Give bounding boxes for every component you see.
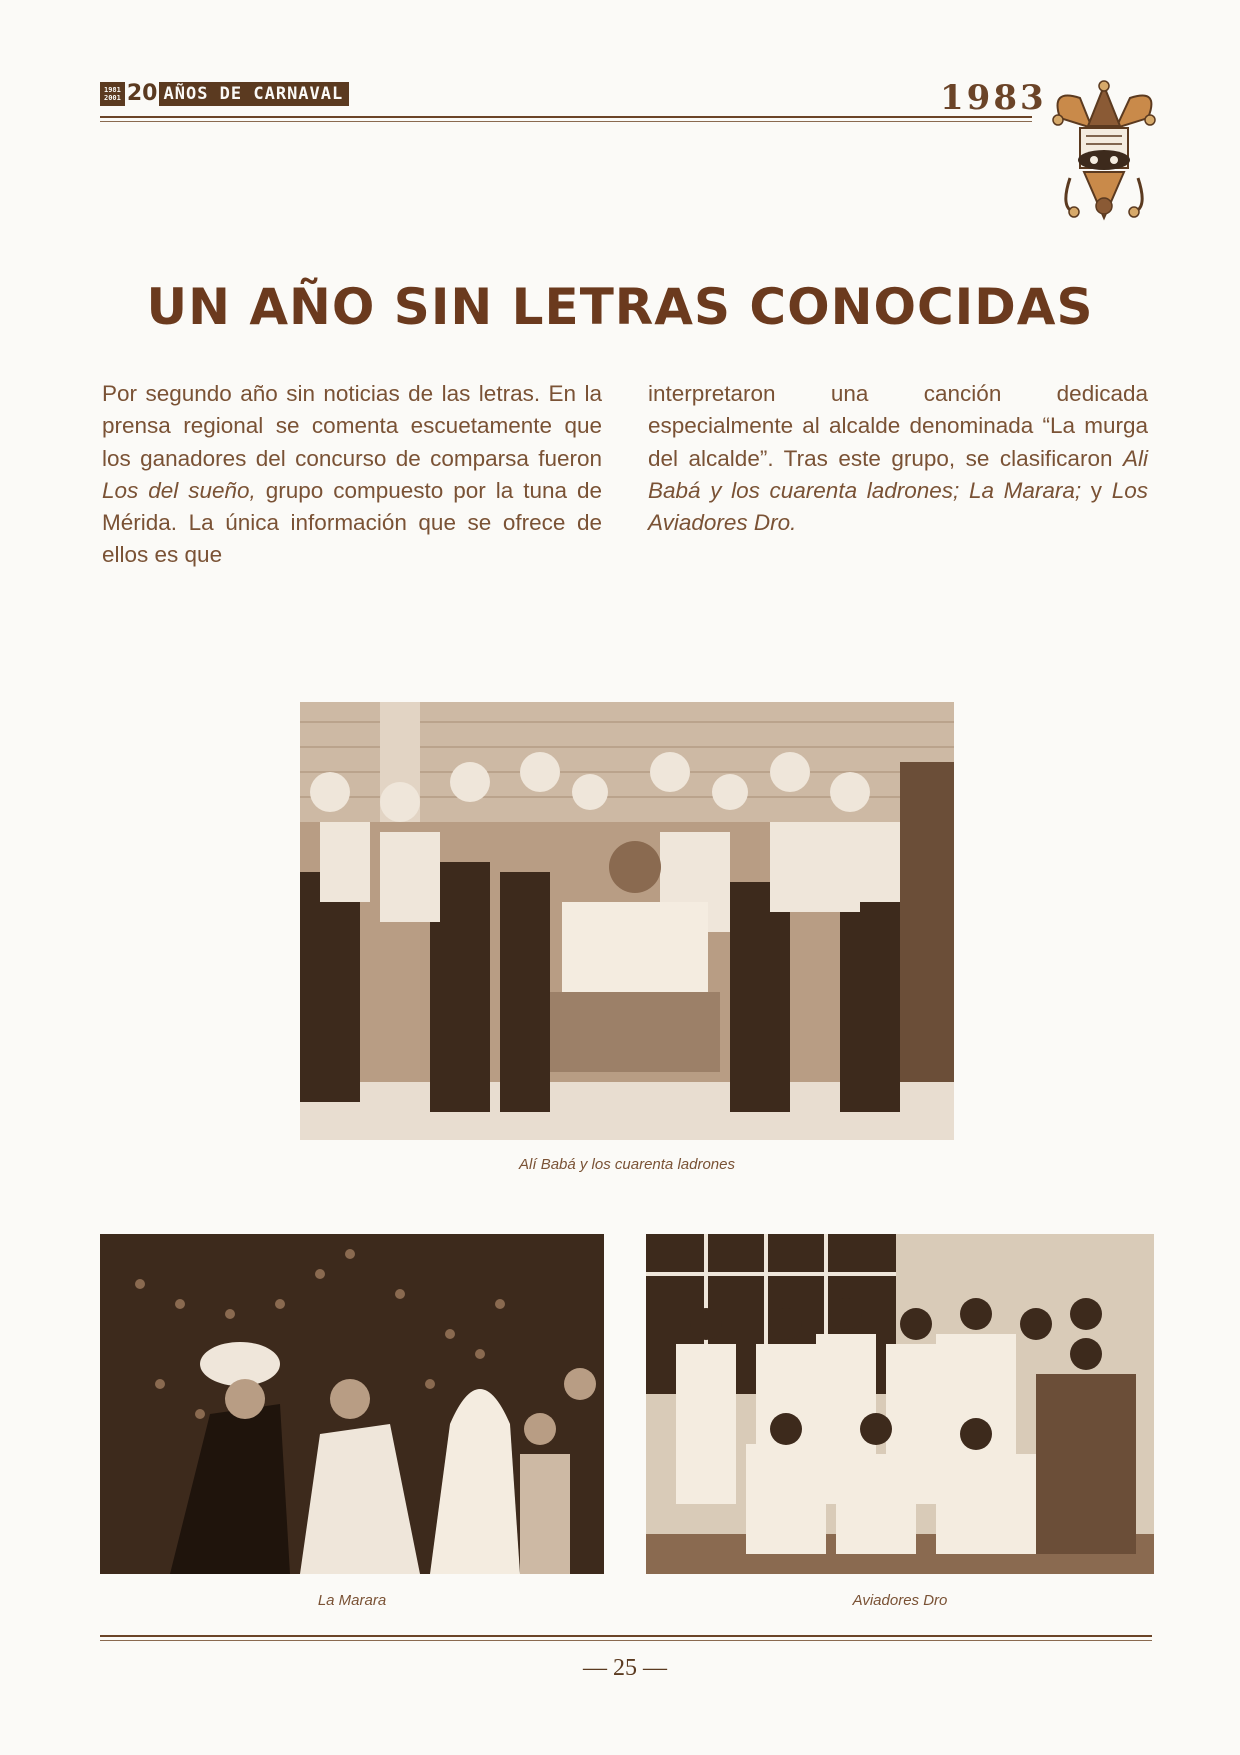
col1-text-1: Por segundo año sin noticias de las letras. En la prensa regional se comenta escuetamente que los ganadores del concurso de comparsa fueron: [102, 381, 602, 471]
col2-text-2: y: [1081, 477, 1112, 503]
jester-logo-icon: [1040, 78, 1168, 226]
col2-italic-2: Los Aviadores Dro.: [648, 477, 1148, 536]
header-year-start: 1981: [104, 86, 121, 94]
header-badge: [100, 82, 349, 106]
caption-aviadores-dro: Aviadores Dro: [852, 1592, 948, 1609]
col1-italic-1: Los del sueño,: [102, 477, 256, 503]
header-rule: [100, 116, 1032, 118]
header-big-number: 20: [126, 81, 158, 106]
footer-rule: [100, 1635, 1152, 1637]
article-title: UN AÑO SIN LETRAS CONOCIDAS: [146, 278, 1094, 336]
photo-ali-baba: [300, 702, 954, 1140]
page-number: — 25 —: [583, 1655, 667, 1681]
page-year: 1983: [940, 78, 1047, 118]
col2-text-1: interpretaron una canción dedicada especialmente al alcalde denominada “La murga del alcalde”. Tras este grupo, se clasificaron: [648, 381, 1148, 471]
caption-la-marara: La Marara: [317, 1592, 387, 1609]
header-rule-thin: [100, 121, 1032, 122]
footer-rule-thin: [100, 1640, 1152, 1641]
header-years: [100, 86, 125, 102]
caption-ali-baba: Alí Babá y los cuarenta ladrones: [519, 1156, 735, 1173]
article-column-2: [648, 378, 1148, 539]
article-column-1: [102, 378, 602, 572]
col1-text-2: grupo compuesto por la tuna de Mérida. La única información que se ofrece de ellos es que: [102, 477, 602, 568]
photo-la-marara: [100, 1234, 604, 1574]
col2-italic-1: Ali Babá y los cuarenta ladrones; La Marara;: [648, 445, 1148, 503]
header-title: AÑOS DE CARNAVAL: [163, 84, 344, 104]
header-year-end: 2001: [104, 94, 121, 102]
photo-aviadores-dro: [646, 1234, 1154, 1574]
